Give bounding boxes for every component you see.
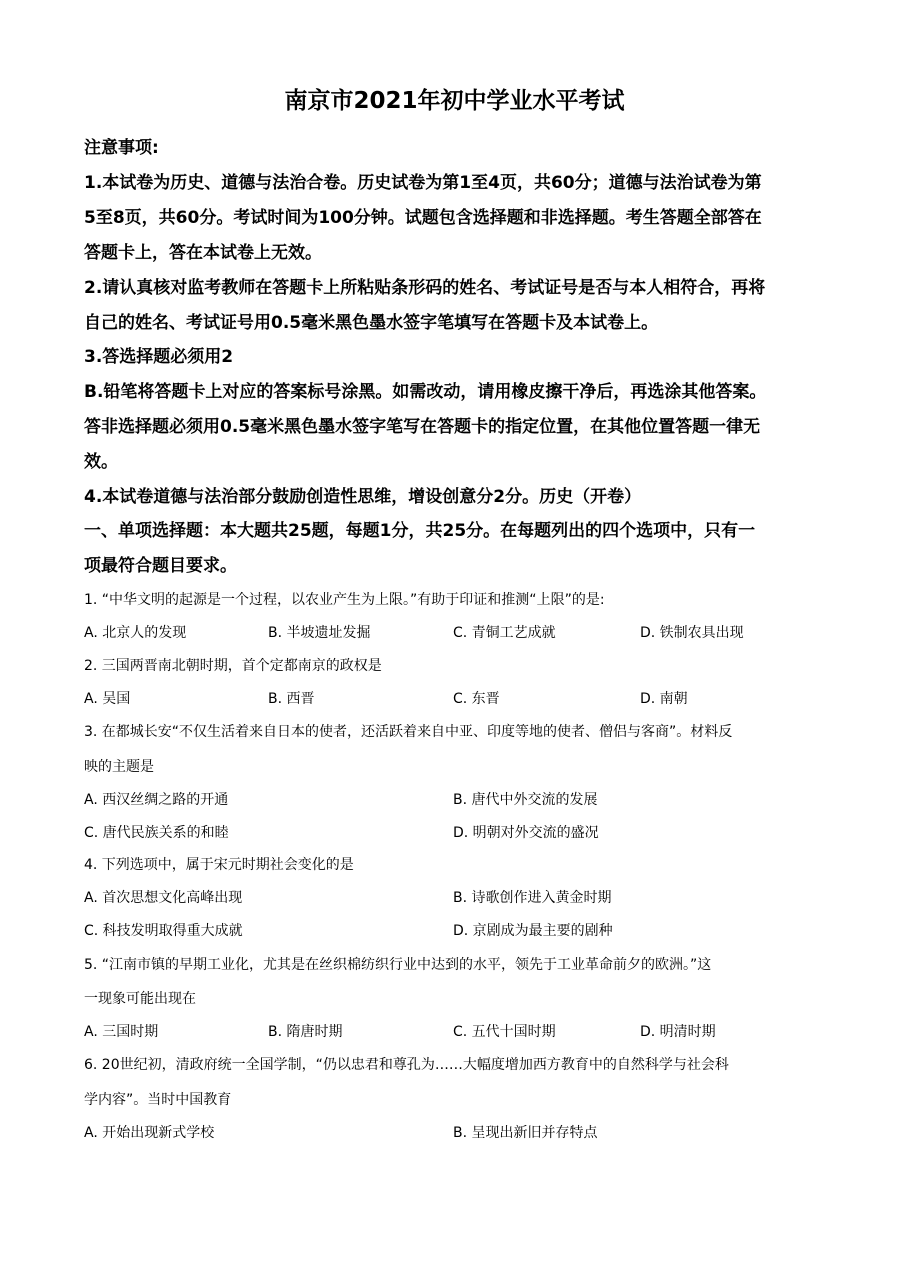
option-a: A. 三国时期 — [84, 1024, 159, 1040]
option-c: C. 科技发明取得重大成就 — [84, 923, 243, 939]
option-c: C. 青铜工艺成就 — [453, 625, 556, 641]
question-stem: 一现象可能出现在 — [84, 991, 196, 1007]
notes-line: 3.答选择题必须用2 — [84, 347, 234, 367]
question-stem: 6. 20世纪初，清政府统一全国学制，“仍以忠君和尊孔为……大幅度增加西方教育中的自然科学与社会科 — [84, 1057, 729, 1073]
option-d: D. 明清时期 — [640, 1024, 716, 1040]
option-d: D. 明朝对外交流的盛况 — [453, 825, 599, 841]
question-stem: 4. 下列选项中，属于宋元时期社会变化的是 — [84, 857, 354, 873]
question-stem: 3. 在都城长安“不仅生活着来自日本的使者，还活跃着来自中亚、印度等地的使者、僧侣与客商”。材料反 — [84, 724, 733, 740]
notes-line: 4.本试卷道德与法治部分鼓励创造性思维，增设创意分2分。历史（开卷） — [84, 487, 642, 507]
option-d: D. 京剧成为最主要的剧种 — [453, 923, 613, 939]
option-d: D. 南朝 — [640, 691, 688, 707]
notes-line: B.铅笔将答题卡上对应的答案标号涂黑。如需改动，请用橡皮擦干净后，再选涂其他答案。 — [84, 382, 767, 402]
option-b: B. 唐代中外交流的发展 — [453, 792, 598, 808]
notes-line: 答非选择题必须用0.5毫米黑色墨水签字笔写在答题卡的指定位置，在其他位置答题一律无 — [84, 417, 761, 437]
question-stem: 5. “江南市镇的早期工业化，尤其是在丝织棉纺织行业中达到的水平，领先于工业革命前夕的欧洲。”这 — [84, 957, 712, 973]
option-d: D. 铁制农具出现 — [640, 625, 744, 641]
notes-heading: 注意事项: — [84, 138, 159, 158]
section-heading: 一、单项选择题：本大题共25题，每题1分，共25分。在每题列出的四个选项中，只有一 — [84, 521, 756, 541]
option-c: C. 五代十国时期 — [453, 1024, 556, 1040]
notes-line: 效。 — [84, 452, 118, 472]
option-a: A. 西汉丝绸之路的开通 — [84, 792, 229, 808]
question-stem: 学内容”。当时中国教育 — [84, 1092, 232, 1108]
question-stem: 映的主题是 — [84, 759, 154, 775]
question-stem: 1. “中华文明的起源是一个过程，以农业产生为上限。”有助于印证和推测“上限”的是: — [84, 592, 605, 608]
question-stem: 2. 三国两晋南北朝时期，首个定都南京的政权是 — [84, 658, 382, 674]
option-b: B. 隋唐时期 — [268, 1024, 343, 1040]
notes-line: 2.请认真核对监考教师在答题卡上所粘贴条形码的姓名、考试证号是否与本人相符合，再将 — [84, 278, 766, 298]
notes-line: 5至8页，共60分。考试时间为100分钟。试题包含选择题和非选择题。考生答题全部答在 — [84, 208, 762, 228]
exam-title: 南京市2021年初中学业水平考试 — [284, 88, 625, 114]
option-a: A. 开始出现新式学校 — [84, 1125, 215, 1141]
option-a: A. 首次思想文化高峰出现 — [84, 890, 243, 906]
option-b: B. 诗歌创作进入黄金时期 — [453, 890, 612, 906]
option-c: C. 唐代民族关系的和睦 — [84, 825, 229, 841]
option-c: C. 东晋 — [453, 691, 500, 707]
section-heading: 项最符合题目要求。 — [84, 556, 237, 576]
option-a: A. 北京人的发现 — [84, 625, 187, 641]
option-b: B. 半坡遗址发掘 — [268, 625, 371, 641]
notes-line: 1.本试卷为历史、道德与法治合卷。历史试卷为第1至4页，共60分；道德与法治试卷为第 — [84, 173, 762, 193]
option-b: B. 西晋 — [268, 691, 315, 707]
option-a: A. 吴国 — [84, 691, 131, 707]
notes-line: 自己的姓名、考试证号用0.5毫米黑色墨水签字笔填写在答题卡及本试卷上。 — [84, 313, 659, 333]
option-b: B. 呈现出新旧并存特点 — [453, 1125, 598, 1141]
notes-line: 答题卡上，答在本试卷上无效。 — [84, 243, 322, 263]
